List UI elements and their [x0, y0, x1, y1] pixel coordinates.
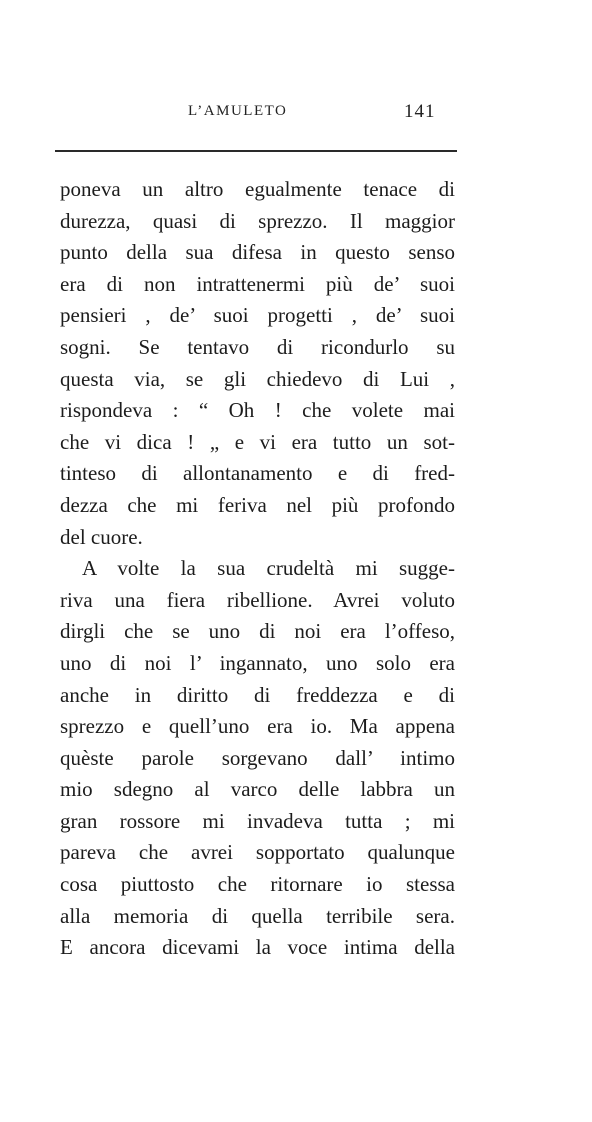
- text-line: del cuore.: [60, 524, 143, 549]
- text-line: uno di noi l’ ingannato, uno solo era: [60, 650, 455, 675]
- text-line: quèste parole sorgevano dall’ intimo: [60, 745, 455, 770]
- text-line: pareva che avrei sopportato qualunque: [60, 840, 455, 865]
- body-text: [60, 174, 455, 964]
- text-line: dezza che mi feriva nel più profondo: [60, 492, 455, 517]
- running-head: [0, 103, 592, 127]
- text-line: alla memoria di quella terribile sera.: [60, 903, 455, 928]
- running-title: L’AMULETO: [188, 103, 288, 119]
- text-line: durezza, quasi di sprezzo. Il maggior: [60, 208, 455, 233]
- text-line: questa via, se gli chiedevo di Lui ,: [60, 366, 455, 391]
- text-line: sprezzo e quell’uno era io. Ma appena: [60, 714, 455, 739]
- text-line: pensieri , de’ suoi progetti , de’ suoi: [60, 303, 455, 328]
- paragraph-first-line: A volte la sua crudeltà mi sugge-: [82, 556, 455, 581]
- page-number: 141: [404, 101, 436, 122]
- text-line: punto della sua difesa in questo senso: [60, 240, 455, 265]
- text-line: riva una fiera ribellione. Avrei voluto: [60, 587, 455, 612]
- text-line: mio sdegno al varco delle labbra un: [60, 777, 455, 802]
- text-line: sogni. Se tentavo di ricondurlo su: [60, 334, 455, 359]
- text-line: dirgli che se uno di noi era l’offeso,: [60, 619, 455, 644]
- text-line: rispondeva : “ Oh ! che volete mai: [60, 398, 455, 423]
- header-rule: [55, 150, 457, 152]
- text-line: tinteso di allontanamento e di fred-: [60, 461, 455, 486]
- text-line: era di non intrattenermi più de’ suoi: [60, 271, 455, 296]
- text-line: anche in diritto di freddezza e di: [60, 682, 455, 707]
- text-line: E ancora dicevami la voce intima della: [60, 935, 455, 960]
- text-line: poneva un altro egualmente tenace di: [60, 177, 455, 201]
- text-line: che vi dica ! „ e vi era tutto un sot-: [60, 429, 455, 454]
- text-line: cosa piuttosto che ritornare io stessa: [60, 872, 455, 897]
- text-line: gran rossore mi invadeva tutta ; mi: [60, 808, 455, 833]
